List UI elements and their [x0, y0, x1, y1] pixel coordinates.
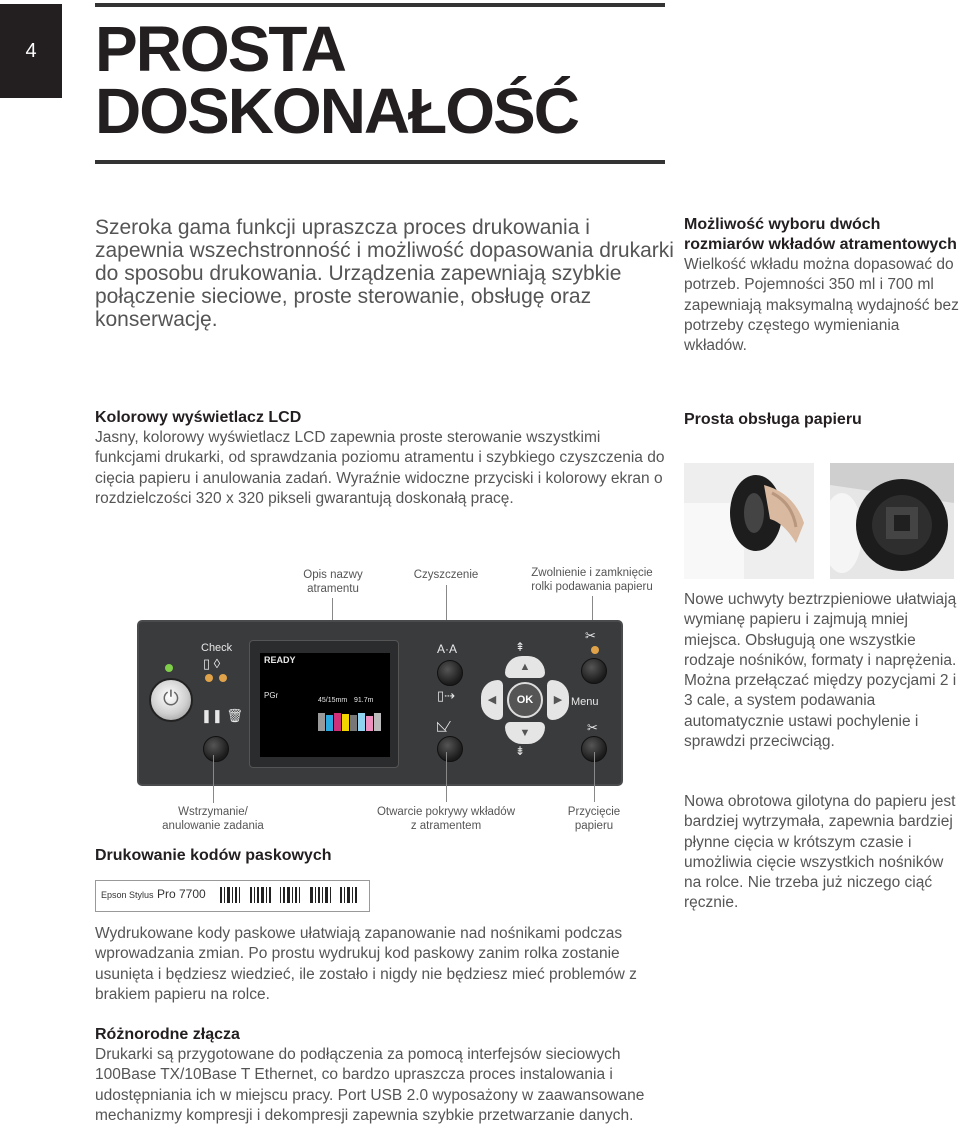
roll-release-led: [591, 646, 599, 654]
power-button[interactable]: [149, 678, 193, 722]
ink-bar-light-cyan: [358, 713, 365, 731]
paper-heading-wrap: [684, 410, 960, 430]
ink-bar-light-magenta: [366, 716, 373, 731]
barcode-model: Pro 7700: [157, 887, 206, 901]
title-bottom-rule: [95, 160, 665, 164]
paper-text-2-wrap: [684, 792, 960, 914]
barcode-heading: Drukowanie kodów paskowych: [95, 847, 332, 864]
ink-cover-icon: ◺⁄: [437, 718, 450, 733]
ink-sizes-section: [684, 215, 960, 356]
barcode-stripes: [220, 887, 360, 903]
ink-bar-vivid-magenta: [334, 713, 341, 731]
paper-source-icon: ▯⇢: [437, 688, 456, 703]
power-icon: ⏻: [163, 688, 179, 710]
callout-cut: Przycięcie papieru: [567, 806, 621, 832]
page-number: 4: [0, 4, 62, 98]
paper-check-led: [205, 674, 213, 682]
connectors-section: [95, 1025, 665, 1126]
cleaning-icon: A·A: [437, 642, 458, 656]
spindle-photo: [684, 463, 814, 579]
holder-photo-image: [830, 463, 954, 579]
ink-cover-button[interactable]: [437, 736, 463, 762]
lcd-text: Jasny, kolorowy wyświetlacz LCD zapewnia proste sterowanie wszystkimi funkcjami drukarki, od sprawdzania poziomu atramentu i szybkiego czyszczenia do cięcia papieru i anulowania zadań. Wyraźnie widoczne przyciski i kolorowy ekran o rozdzielczości 320 x 320 pikseli gwarantują doskonałą pracę.: [95, 429, 665, 507]
connectors-heading: Różnorodne złącza: [95, 1026, 240, 1043]
callout-roll-release: Zwolnienie i zamknięcie rolki podawania papieru: [531, 567, 653, 593]
barcode-text: Wydrukowane kody paskowe ułatwiają zapanowanie nad nośnikami podczas wprowadzania zmian. Po prostu wydrukuj kod paskowy zanim rolka zostanie usunięta i będziesz wiedzieć, ile zostało i nigdy nie będziesz mieć problemów z brakiem papieru na rolce.: [95, 925, 637, 1003]
scissors-icon: ✂: [587, 720, 598, 735]
top-rule: [95, 3, 665, 7]
callout-line-pause: [213, 755, 214, 803]
lcd-heading: Kolorowy wyświetlacz LCD: [95, 409, 302, 426]
page-title: PROSTA DOSKONAŁOŚĆ: [95, 13, 578, 147]
connectors-text: Drukarki są przygotowane do podłączenia za pomocą interfejsów sieciowych 100Base TX/10Base T Ethernet, co bardzo upraszcza proces instalowania i udostępniania ich w miejscu pracy. Port USB 2.0 wyposażony w zaawansowane mechanizmy kompresji i dekompresji zapewnia szybkie przetwarzanie danych.: [95, 1046, 645, 1124]
lcd-paper-type: PGr: [264, 691, 279, 700]
callout-line-ink-cover: [446, 752, 447, 802]
pause-cancel-button[interactable]: [203, 736, 229, 762]
callout-pause: Wstrzymanie/ anulowanie zadania: [162, 806, 264, 832]
paper-text-2: Nowa obrotowa gilotyna do papieru jest bardziej wytrzymała, zapewnia bardziej płynne cięcia w krótszym czasie i umożliwia cięcie wszystkich nośników na rolce. Nie trzeba już niczego ciąć ręcznie.: [684, 793, 956, 912]
pause-cancel-icon: ❚❚ 🗑: [201, 708, 243, 723]
barcode-heading-wrap: [95, 846, 665, 866]
feed-up-icon: ⇞: [515, 640, 526, 654]
check-label: Check: [201, 642, 233, 654]
feed-down-icon: ⇟: [515, 744, 526, 758]
ink-sizes-text: Wielkość wkładu można dopasować do potrzeb. Pojemności 350 ml i 700 ml zapewniają maksymalną wydajność bez potrzeby częstego wymieniania wkładów.: [684, 256, 959, 355]
holder-photo: [830, 463, 954, 579]
spindle-photo-image: [684, 463, 814, 579]
lcd-section: [95, 408, 665, 509]
nav-right-button[interactable]: ▶: [547, 680, 569, 720]
ink-sizes-heading: Możliwość wyboru dwóch rozmiarów wkładów atramentowych: [684, 216, 957, 253]
ink-bar-light-light-black: [374, 713, 381, 731]
lcd-screen: [260, 653, 390, 757]
roll-release-icon: ✂: [585, 628, 596, 643]
lcd-ink-bars: [318, 709, 384, 731]
barcode-label: [95, 880, 370, 912]
callout-ink-name: Opis nazwy atramentu: [303, 569, 363, 595]
ink-bar-light-black: [350, 715, 357, 731]
ok-button[interactable]: OK: [507, 682, 543, 718]
lcd-ink-a: 45/15mm: [318, 697, 348, 704]
ink-bar-matte-black: [318, 713, 325, 731]
menu-label: Menu: [571, 696, 599, 708]
navigation-pad: [479, 640, 571, 758]
barcode-text-wrap: [95, 924, 665, 1005]
lead-paragraph: Szeroka gama funkcji upraszcza proces drukowania i zapewnia wszechstronność i możliwość dopasowania drukarki do sposobu drukowania. Urządzenia zapewniają szybkie połączenie sieciowe, proste sterowanie, obsługę oraz konserwację.: [95, 216, 674, 331]
paper-heading: Prosta obsługa papieru: [684, 411, 862, 428]
nav-down-button[interactable]: ▼: [505, 722, 545, 744]
paper-check-icon: ▯ ◊: [203, 656, 221, 671]
control-panel: [137, 620, 623, 786]
ink-bar-yellow: [342, 714, 349, 731]
nav-up-button[interactable]: ▲: [505, 656, 545, 678]
ink-bar-cyan: [326, 715, 333, 731]
lcd-ink-b: 91.7m: [354, 697, 374, 704]
power-led: [165, 664, 173, 672]
lcd-frame: [249, 640, 399, 768]
cleaning-button[interactable]: [437, 660, 463, 686]
barcode-brand: Epson Stylus: [101, 890, 154, 900]
paper-text-1-wrap: [684, 590, 960, 752]
callout-line-cut: [594, 752, 595, 802]
callout-cleaning: Czyszczenie: [413, 569, 479, 581]
paper-text-1: Nowe uchwyty beztrzpieniowe ułatwiają wymianę papieru i zajmują mniej miejsca. Obsługują one wszystkie rodzaje nośników, formaty i naprężenia. Można przełączać między pozycjami 2 i 3 cale, a system podawania automatycznie ustawi pochylenie i sprawdzi przeciwciąg.: [684, 591, 957, 751]
nav-left-button[interactable]: ◀: [481, 680, 503, 720]
roll-release-button[interactable]: [581, 658, 607, 684]
callout-ink-cover: Otwarcie pokrywy wkładów z atramentem: [376, 806, 516, 832]
ink-check-led: [219, 674, 227, 682]
lcd-status: READY: [264, 655, 296, 665]
